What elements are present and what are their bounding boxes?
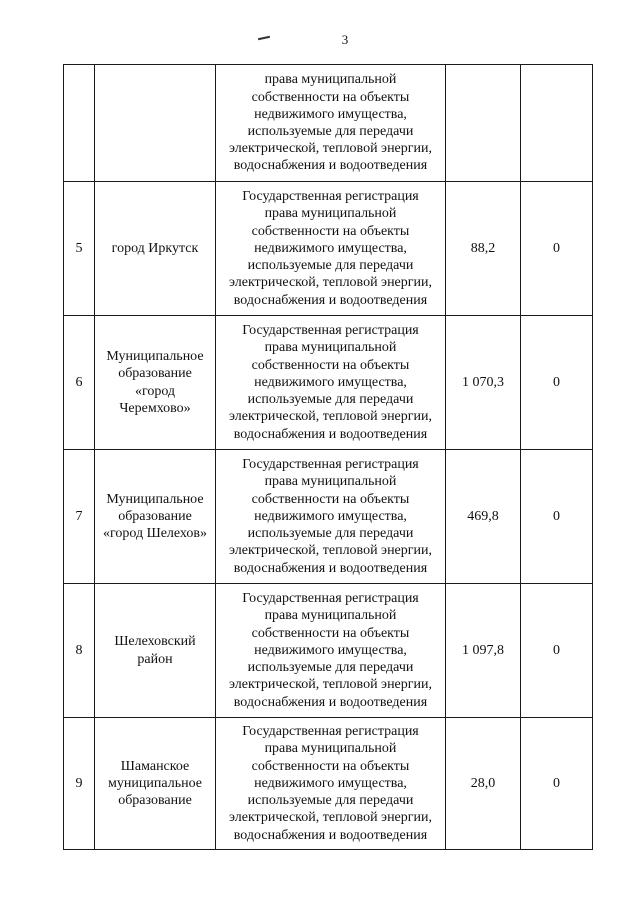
amount-value: 1 070,3 — [446, 316, 521, 450]
second-value: 0 — [521, 584, 593, 718]
amount-value — [446, 65, 521, 182]
page-number: 3 — [341, 32, 349, 47]
row-index: 8 — [64, 584, 95, 718]
subsidy-table — [63, 64, 593, 850]
row-index: 7 — [64, 450, 95, 584]
table-row — [64, 65, 593, 182]
second-value — [521, 65, 593, 182]
second-value: 0 — [521, 718, 593, 850]
table-row — [64, 182, 593, 316]
measure-description: права муниципальной собственности на объекты недвижимого имущества, используемые для передачи электрической, тепловой энергии, водоснабжения и водоотведения — [216, 65, 446, 182]
amount-value: 88,2 — [446, 182, 521, 316]
measure-description: Государственная регистрация права муниципальной собственности на объекты недвижимого имущества, используемые для передачи электрической, тепловой энергии, водоснабжения и водоотведения — [216, 316, 446, 450]
row-index: 5 — [64, 182, 95, 316]
municipality-name: Муниципальное образование «город Шелехов» — [95, 450, 216, 584]
municipality-name — [95, 65, 216, 182]
municipality-name: Муниципальное образование «город Черемхово» — [95, 316, 216, 450]
measure-description: Государственная регистрация права муниципальной собственности на объекты недвижимого имущества, используемые для передачи электрической, тепловой энергии, водоснабжения и водоотведения — [216, 182, 446, 316]
second-value: 0 — [521, 450, 593, 584]
measure-description: Государственная регистрация права муниципальной собственности на объекты недвижимого имущества, используемые для передачи электрической, тепловой энергии, водоснабжения и водоотведения — [216, 450, 446, 584]
table-row — [64, 316, 593, 450]
table-row — [64, 718, 593, 850]
measure-description: Государственная регистрация права муниципальной собственности на объекты недвижимого имущества, используемые для передачи электрической, тепловой энергии, водоснабжения и водоотведения — [216, 718, 446, 850]
municipality-name: город Иркутск — [95, 182, 216, 316]
amount-value: 1 097,8 — [446, 584, 521, 718]
row-index: 9 — [64, 718, 95, 850]
table-row — [64, 450, 593, 584]
row-index: 6 — [64, 316, 95, 450]
row-index — [64, 65, 95, 182]
municipality-name: Шелеховский район — [95, 584, 216, 718]
amount-value: 469,8 — [446, 450, 521, 584]
second-value: 0 — [521, 182, 593, 316]
second-value: 0 — [521, 316, 593, 450]
amount-value: 28,0 — [446, 718, 521, 850]
table-row — [64, 584, 593, 718]
measure-description: Государственная регистрация права муниципальной собственности на объекты недвижимого имущества, используемые для передачи электрической, тепловой энергии, водоснабжения и водоотведения — [216, 584, 446, 718]
municipality-name: Шаманское муниципальное образование — [95, 718, 216, 850]
